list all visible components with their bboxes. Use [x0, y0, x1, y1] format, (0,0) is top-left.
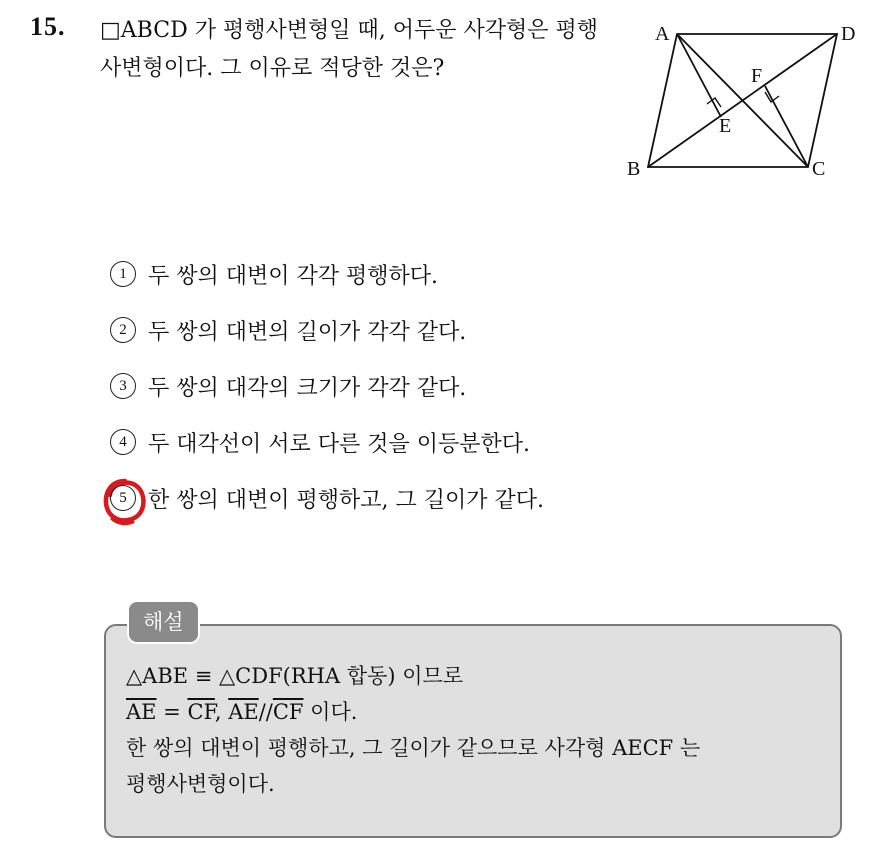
- label-e: E: [719, 115, 732, 137]
- explanation-line-2: [126, 694, 836, 730]
- choice-1[interactable]: [110, 255, 544, 311]
- diagonal-bd: [648, 34, 837, 167]
- segment-cf-label: $\overline{CF}$: [272, 700, 304, 724]
- figure-lines: [648, 34, 837, 167]
- label-c: C: [812, 158, 826, 180]
- label-f: F: [751, 65, 763, 87]
- choice-2[interactable]: [110, 311, 544, 367]
- choice-4[interactable]: [110, 423, 544, 479]
- choice-text: 두 쌍의 대각의 크기가 각각 같다.: [148, 376, 467, 401]
- segment-ae: [677, 34, 721, 117]
- choice-3[interactable]: [110, 367, 544, 423]
- parallel-sign: //: [258, 700, 273, 724]
- label-a: A: [655, 23, 670, 45]
- segment-ae-label: $\overline{AE}$: [126, 700, 157, 724]
- choice-number: 2: [110, 317, 136, 343]
- question-body: ABCD 가 평행사변형일 때, 어두운 사각형은 평행사변형이다. 그 이유로 적당한 것은?: [100, 18, 598, 81]
- line-tail: 이다.: [303, 700, 358, 724]
- question-text: [100, 12, 600, 88]
- explanation-line-1: △ABE ≡ △CDF(RHA 합동) 이므로: [126, 664, 464, 688]
- parallelogram-figure: [615, 10, 875, 185]
- parallelogram-diagram: [615, 10, 875, 185]
- label-b: B: [627, 158, 641, 180]
- choice-5[interactable]: [110, 479, 544, 535]
- segment-cf-label: $\overline{CF}$: [187, 700, 215, 724]
- choice-number: 5: [110, 485, 136, 511]
- segment-cf: [765, 86, 808, 167]
- choice-text: 두 쌍의 대변이 각각 평행하다.: [148, 264, 438, 289]
- choice-number: 1: [110, 261, 136, 287]
- explanation-line-4: 평행사변형이다.: [126, 772, 275, 796]
- choice-number: 3: [110, 373, 136, 399]
- explanation-text: [126, 658, 836, 802]
- choice-text: 두 대각선이 서로 다른 것을 이등분한다.: [148, 432, 530, 457]
- question-number: 15.: [30, 12, 66, 41]
- label-d: D: [841, 23, 856, 45]
- separator: ,: [214, 700, 229, 724]
- choice-list: [110, 255, 544, 535]
- equals-sign: =: [156, 700, 188, 724]
- explanation-tag: 해설: [127, 600, 200, 644]
- choice-text: 두 쌍의 대변의 길이가 각각 같다.: [148, 320, 467, 345]
- choice-text: 한 쌍의 대변이 평행하고, 그 길이가 같다.: [148, 488, 544, 513]
- explanation-line-3: 한 쌍의 대변이 평행하고, 그 길이가 같으므로 사각형 AECF 는: [126, 736, 701, 760]
- choice-number: 4: [110, 429, 136, 455]
- segment-ae-label: $\overline{AE}$: [228, 700, 259, 724]
- right-angle-f: [765, 92, 779, 102]
- square-symbol: □: [100, 18, 121, 43]
